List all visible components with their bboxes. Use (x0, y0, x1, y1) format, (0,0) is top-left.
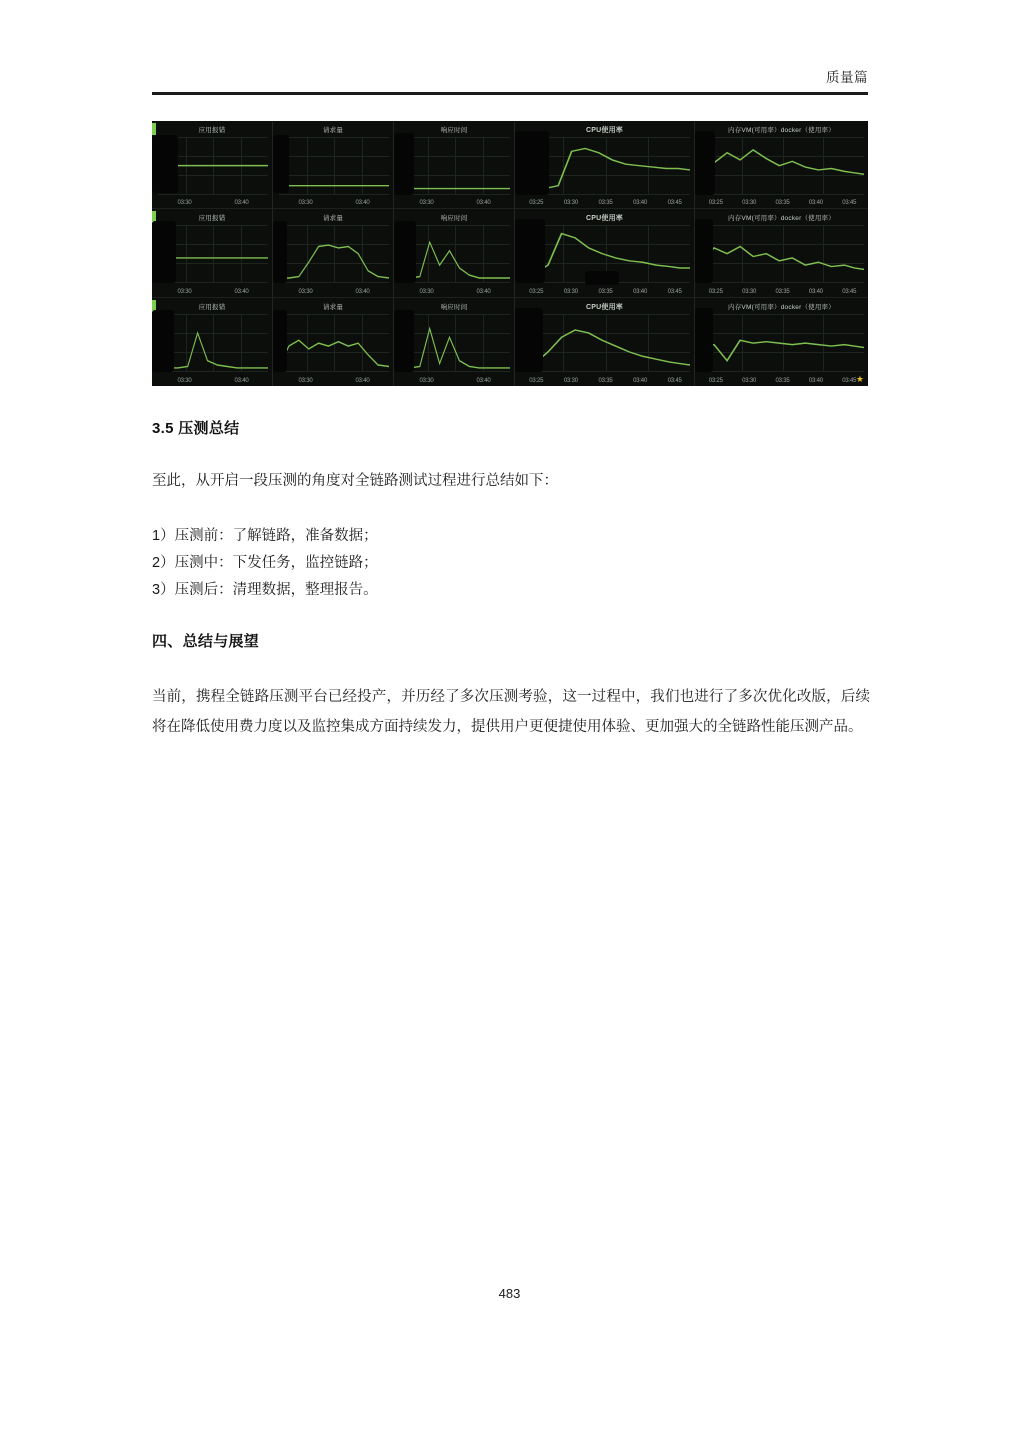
axis-tick: 03:35 (775, 377, 790, 384)
list-item: 3）压测后：清理数据，整理报告。 (152, 582, 378, 598)
panel-axis (277, 200, 391, 206)
axis-tick: 03:25 (708, 377, 723, 384)
axis-tick: 03:40 (234, 288, 249, 295)
axis-tick: 03:45 (842, 200, 857, 207)
panel-axis (699, 378, 866, 384)
panel-title: 应用报错 (198, 127, 226, 134)
panel-sparkline (158, 314, 268, 372)
axis-tick: 03:40 (808, 288, 823, 295)
panel-sparkline (701, 137, 864, 194)
axis-tick: 03:40 (234, 377, 249, 384)
running-head: 质量篇 (826, 70, 868, 85)
panel-title: 请求量 (322, 303, 344, 311)
panel-axis (699, 200, 866, 206)
panel-axis (156, 200, 270, 206)
axis-tick: 03:35 (598, 200, 613, 207)
panel-sparkline (701, 225, 864, 282)
axis-tick: 03:25 (529, 200, 544, 207)
axis-tick: 03:30 (742, 377, 757, 384)
panel-sparkline (400, 225, 510, 282)
axis-tick: 03:40 (355, 377, 370, 384)
panel-title: CPU使用率 (586, 303, 623, 311)
panel-axis (156, 289, 270, 295)
axis-tick: 03:40 (476, 200, 491, 207)
axis-tick: 03:30 (742, 288, 757, 295)
panel-sparkline (279, 314, 389, 372)
intro-paragraph: 至此，从开启一段压测的角度对全链路测试过程进行总结如下： (152, 473, 558, 489)
panel-title: 内存VM(可用率）docker（使用率） (728, 215, 835, 223)
panel-memory-usage (695, 121, 868, 208)
panel-title: 内存VM(可用率）docker（使用率） (728, 127, 835, 134)
axis-tick: 03:45 (667, 200, 682, 207)
panel-title: 响应时间 (440, 303, 468, 311)
panel-sparkline (279, 225, 389, 282)
panel-title: 应用报错 (198, 303, 226, 311)
axis-tick: 03:45 (842, 288, 857, 295)
axis-tick: 03:30 (419, 200, 434, 207)
axis-tick: 03:40 (355, 200, 370, 207)
axis-tick: 03:40 (633, 377, 648, 384)
panel-axis (519, 289, 692, 295)
panel-axis (156, 378, 270, 384)
axis-tick: 03:30 (563, 200, 578, 207)
list-item: 2）压测中：下发任务，监控链路； (152, 555, 378, 571)
panel-app-error (152, 121, 273, 208)
panel-sparkline (400, 314, 510, 372)
axis-tick: 03:25 (708, 200, 723, 207)
panel-axis (398, 289, 512, 295)
panel-sparkline (400, 137, 510, 194)
panel-request-volume (273, 298, 394, 386)
page-number: 483 (498, 1286, 521, 1301)
summary-list (152, 523, 868, 604)
axis-tick: 03:40 (633, 288, 648, 295)
panel-title: CPU使用率 (586, 127, 623, 134)
axis-tick: 03:40 (633, 200, 648, 207)
panel-sparkline (701, 314, 864, 372)
panel-title: 响应时间 (440, 215, 468, 223)
closing-paragraph: 当前，携程全链路压测平台已经投产，并历经了多次压测考验，这一过程中，我们也进行了多次优化改版，后续将在降低使用费力度以及监控集成方面持续发力，提供用户更便捷使用体验、更加强大的全链路性能压测产品。 (152, 689, 870, 735)
axis-tick: 03:40 (234, 200, 249, 207)
panel-axis (519, 378, 692, 384)
axis-tick: 03:30 (563, 288, 578, 295)
axis-tick: 03:30 (298, 288, 313, 295)
axis-tick: 03:45 (667, 377, 682, 384)
panel-app-error (152, 209, 273, 296)
panel-title: 请求量 (322, 215, 344, 223)
panel-cpu-usage (515, 209, 695, 296)
axis-tick: 03:25 (529, 377, 544, 384)
panel-cpu-usage (515, 121, 695, 208)
panel-axis (277, 289, 391, 295)
axis-tick: 03:25 (529, 288, 544, 295)
axis-tick: 03:45 (842, 377, 857, 384)
section-heading: 3.5 压测总结 (152, 420, 240, 437)
axis-tick: 03:30 (742, 200, 757, 207)
panel-title: 内存VM(可用率）docker（使用率） (728, 303, 835, 311)
panel-app-error (152, 298, 273, 386)
dashboard-row (152, 298, 868, 386)
panel-response-time (394, 121, 515, 208)
axis-tick: 03:30 (298, 200, 313, 207)
header-rule (152, 92, 868, 95)
axis-tick: 03:35 (775, 200, 790, 207)
list-item: 1）压测前：了解链路，准备数据； (152, 528, 378, 544)
star-icon: ★ (855, 373, 864, 384)
panel-memory-usage (695, 298, 868, 386)
panel-axis (519, 200, 692, 206)
axis-tick: 03:30 (563, 377, 578, 384)
panel-axis (277, 378, 391, 384)
axis-tick: 03:30 (298, 377, 313, 384)
panel-axis (398, 200, 512, 206)
dashboard-row (152, 209, 868, 297)
axis-tick: 03:30 (419, 377, 434, 384)
panel-title: 响应时间 (440, 127, 468, 134)
axis-tick: 03:40 (355, 288, 370, 295)
panel-response-time (394, 209, 515, 296)
axis-tick: 03:35 (775, 288, 790, 295)
panel-title: 应用报错 (198, 215, 226, 223)
panel-title: 请求量 (322, 127, 344, 134)
axis-tick: 03:30 (177, 200, 192, 207)
axis-tick: 03:35 (598, 288, 613, 295)
axis-tick: 03:30 (177, 288, 192, 295)
panel-axis (398, 378, 512, 384)
panel-title: CPU使用率 (586, 215, 623, 223)
panel-cpu-usage (515, 298, 695, 386)
panel-request-volume (273, 209, 394, 296)
axis-tick: 03:35 (598, 377, 613, 384)
axis-tick: 03:45 (667, 288, 682, 295)
axis-tick: 03:40 (476, 377, 491, 384)
panel-request-volume (273, 121, 394, 208)
panel-memory-usage (695, 209, 868, 296)
panel-sparkline (279, 137, 389, 194)
axis-tick: 03:40 (808, 377, 823, 384)
dashboard-row (152, 121, 868, 209)
chapter-heading: 四、总结与展望 (152, 633, 260, 650)
axis-tick: 03:30 (177, 377, 192, 384)
axis-tick: 03:25 (708, 288, 723, 295)
panel-axis (699, 289, 866, 295)
axis-tick: 03:40 (476, 288, 491, 295)
axis-tick: 03:40 (808, 200, 823, 207)
panel-response-time (394, 298, 515, 386)
dashboard-figure (152, 121, 868, 386)
panel-sparkline (521, 314, 690, 372)
axis-tick: 03:30 (419, 288, 434, 295)
